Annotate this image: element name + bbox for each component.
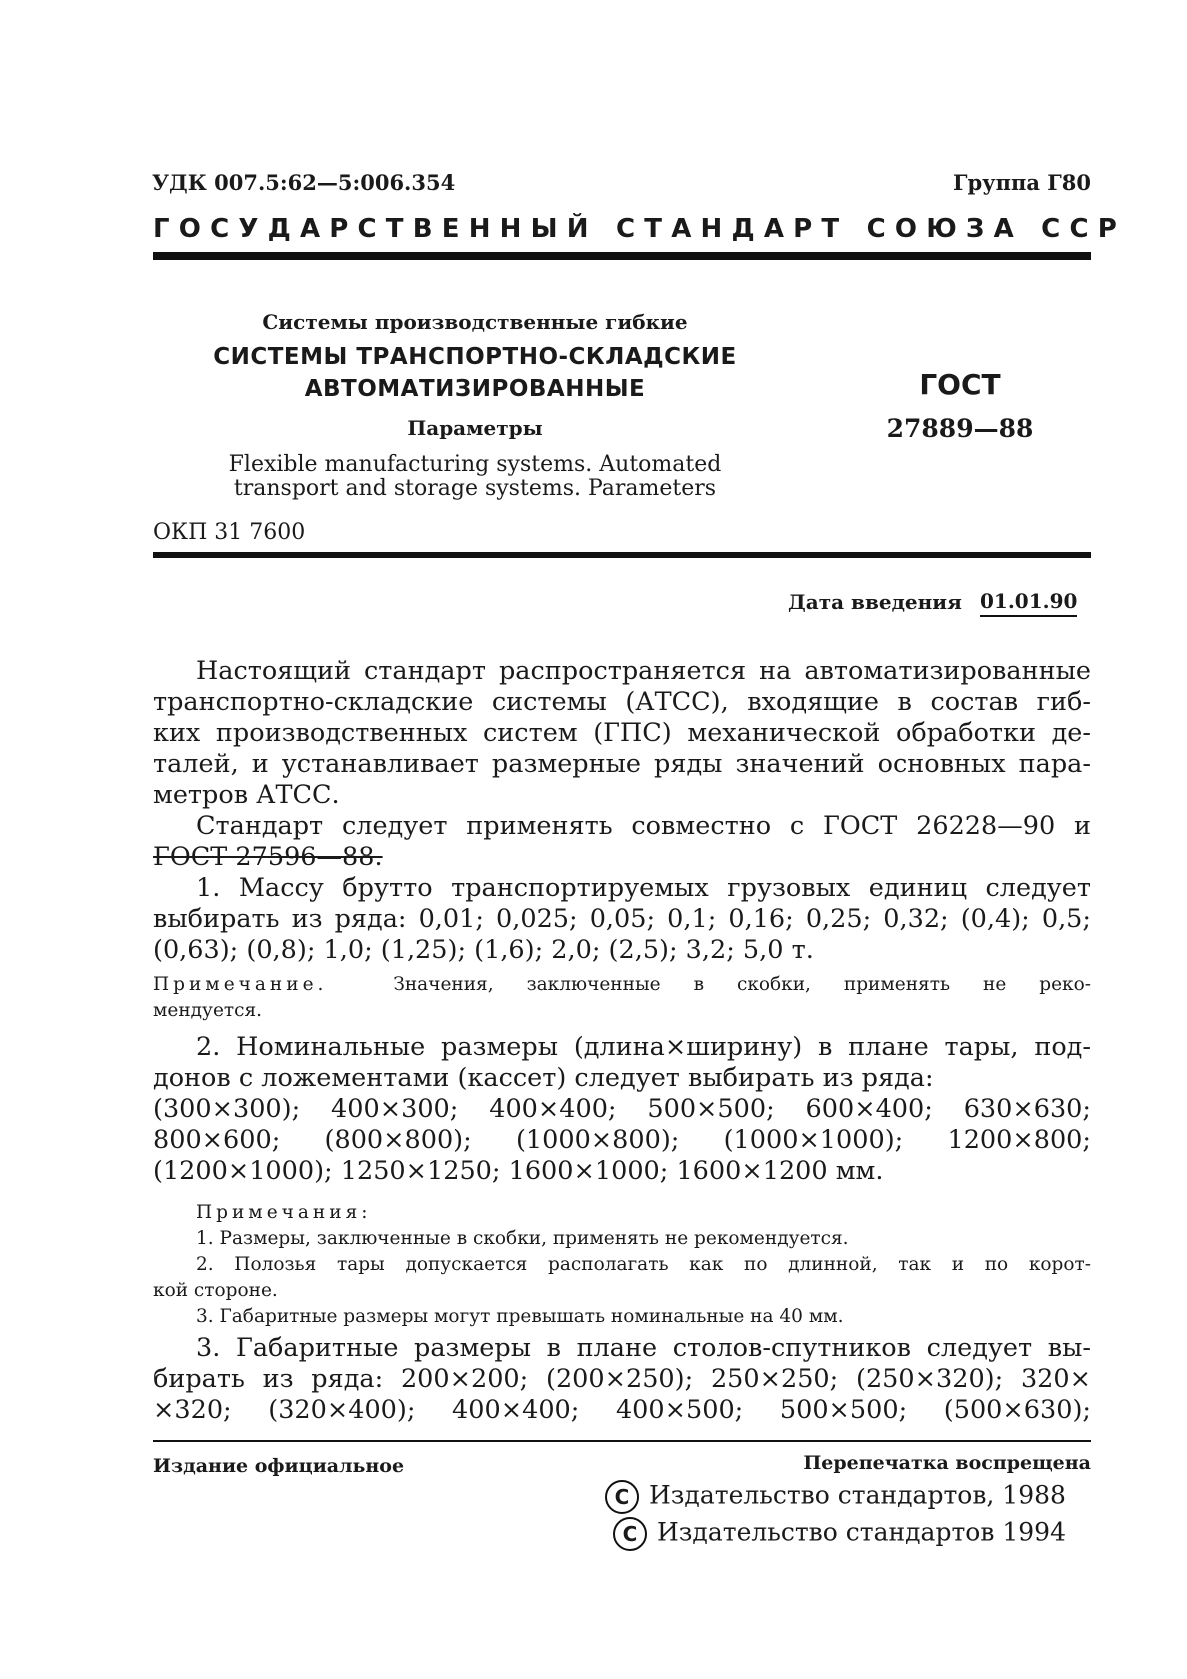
item-1-mass: [153, 873, 1091, 966]
intro-line: транспортно-складские системы (АТСС), входящие в состав гиб-: [153, 687, 1091, 717]
notes-2-line: кой стороне.: [153, 1280, 278, 1301]
copyright-1988: [605, 1480, 1066, 1514]
note-1-text-cont: мендуется.: [153, 1000, 263, 1021]
intro-line: талей, и устанавливает размерные ряды значений основных пара-: [153, 749, 1091, 779]
item-2-line: (300×300); 400×300; 400×400; 500×500; 600×400; 630×630;: [153, 1094, 1091, 1124]
copyright-icon: C: [605, 1480, 639, 1514]
standard-ref-line: Стандарт следует применять совместно с ГОСТ 26228—90 и: [196, 811, 1091, 841]
title-english-2: transport and storage systems. Parameters: [233, 476, 717, 501]
intro-line: Настоящий стандарт распространяется на автоматизированные: [196, 656, 1091, 686]
item-2-line: 2. Номинальные размеры (длина×ширину) в плане тары, под-: [196, 1032, 1091, 1062]
notes-2-label: Примечания:: [196, 1202, 372, 1223]
title-main-2: АВТОМАТИЗИРОВАННЫЕ: [304, 376, 646, 402]
udk-code: УДК 007.5:62—5:006.354: [152, 170, 456, 195]
official-edition: Издание официальное: [153, 1455, 405, 1477]
state-standard-banner: ГОСУДАРСТВЕННЫЙ СТАНДАРТ СОЮЗА ССР: [153, 214, 1126, 244]
group-code: Группа Г80: [952, 170, 1091, 195]
title-category: Системы производственные гибкие: [262, 310, 688, 334]
footer-rule: [153, 1440, 1091, 1442]
standard-ref-struck: ГОСТ 27596—88.: [153, 842, 383, 872]
notes-2-line: 3. Габаритные размеры могут превышать номинальные на 40 мм.: [196, 1306, 844, 1327]
title-rule: [153, 552, 1091, 558]
intro-paragraph: [153, 656, 1091, 873]
item-1-line: 1. Массу брутто транспортируемых грузовых единиц следует: [196, 873, 1091, 903]
notes-2-line: 2. Полозья тары допускается располагать как по длинной, так и по корот-: [196, 1254, 1091, 1275]
copyright-1988-text: Издательство стандартов, 1988: [649, 1480, 1066, 1510]
notes-2-line: 1. Размеры, заключенные в скобки, применять не рекомендуется.: [196, 1228, 849, 1249]
title-main-1: СИСТЕМЫ ТРАНСПОРТНО-СКЛАДСКИЕ: [213, 344, 737, 370]
introduction-date-label: Дата введения: [788, 590, 962, 614]
gost-label: ГОСТ: [919, 368, 1001, 401]
note-1-label: Примечание.: [153, 974, 328, 995]
item-2-line: (1200×1000); 1250×1250; 1600×1000; 1600×1200 мм.: [153, 1156, 884, 1186]
item-3-pallet-sizes: [153, 1333, 1091, 1426]
header-rule: [153, 252, 1091, 260]
intro-line: ких производственных систем (ГПС) механической обработки де-: [153, 718, 1091, 748]
gost-number: 27889—88: [886, 414, 1034, 443]
item-3-line: бирать из ряда: 200×200; (200×250); 250×250; (250×320); 320×: [153, 1364, 1091, 1394]
note-1: [153, 972, 1091, 1024]
item-1-line: (0,63); (0,8); 1,0; (1,25); (1,6); 2,0; (2,5); 3,2; 5,0 т.: [153, 935, 814, 965]
item-2-line: 800×600; (800×800); (1000×800); (1000×1000); 1200×800;: [153, 1125, 1091, 1155]
notes-2: [153, 1200, 1091, 1330]
copyright-1994: [613, 1517, 1066, 1551]
introduction-date-value: 01.01.90: [980, 589, 1077, 617]
note-1-text: Значения, заключенные в скобки, применять не реко-: [393, 974, 1091, 995]
item-3-line: ×320; (320×400); 400×400; 400×500; 500×500; (500×630);: [153, 1395, 1091, 1425]
item-2-line: донов с ложементами (кассет) следует выбирать из ряда:: [153, 1063, 934, 1093]
item-1-line: выбирать из ряда: 0,01; 0,025; 0,05; 0,1; 0,16; 0,25; 0,32; (0,4); 0,5;: [153, 904, 1091, 934]
item-3-line: 3. Габаритные размеры в плане столов-спутников следует вы-: [196, 1333, 1091, 1363]
item-2-sizes: [153, 1032, 1091, 1187]
intro-line: метров АТСС.: [153, 780, 340, 810]
reprint-prohibited: Перепечатка воспрещена: [803, 1452, 1091, 1474]
copyright-1994-text: Издательство стандартов 1994: [657, 1517, 1066, 1547]
title-english-1: Flexible manufacturing systems. Automated: [228, 452, 722, 477]
copyright-icon: C: [613, 1517, 647, 1551]
okp-code: ОКП 31 7600: [153, 520, 306, 545]
title-subtitle: Параметры: [407, 416, 543, 440]
